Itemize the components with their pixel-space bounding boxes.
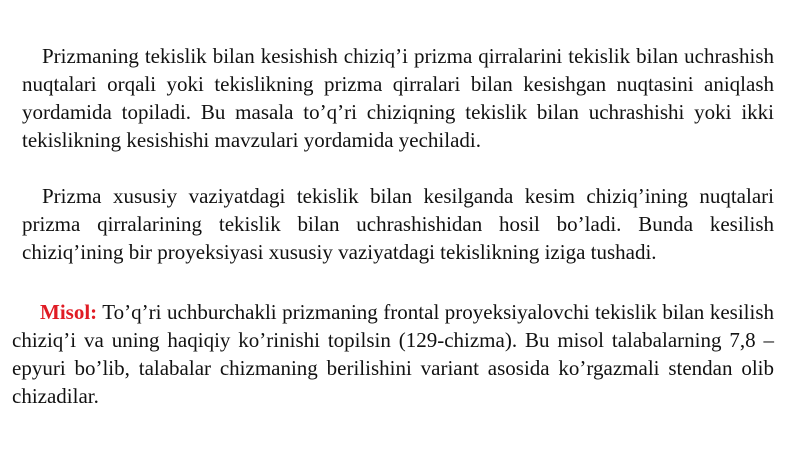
example-text: To’q’ri uchburchakli prizmaning frontal proyeksiyalovchi tekislik bilan kesilish chiziq’i va uning haqiqiy ko’rinishi topilsin (129-chizma). Bu misol talabalarning 7,8 – epyuri bo’lib, talabalar chizmaning berilishini variant asosida ko’rgazmali stendan olib chizadilar.	[12, 300, 774, 408]
example-label: Misol:	[40, 300, 98, 324]
paragraph-special-plane-section: Prizma xususiy vaziyatdagi tekislik bilan kesilganda kesim chiziq’ining nuqtalari prizma qirralarining tekislik bilan uchrashishidan hosil bo’ladi. Bunda kesilish chiziq’ining bir proyeksiyasi xususiy vaziyatdagi tekislikning iziga tushadi.	[22, 184, 774, 264]
paragraph-prism-section-method: Prizmaning tekislik bilan kesishish chiziq’i prizma qirralarini tekislik bilan uchrashish nuqtalari orqali yoki tekislikning prizma qirralari bilan kesishgan nuqtasini aniqlash yordamida topiladi. Bu masala to’q’ri chiziqning tekislik bilan uchrashishi yoki ikki tekislikning kesishishi mavzulari yordamida yechiladi.	[22, 44, 774, 152]
example-paragraph	[12, 298, 774, 410]
